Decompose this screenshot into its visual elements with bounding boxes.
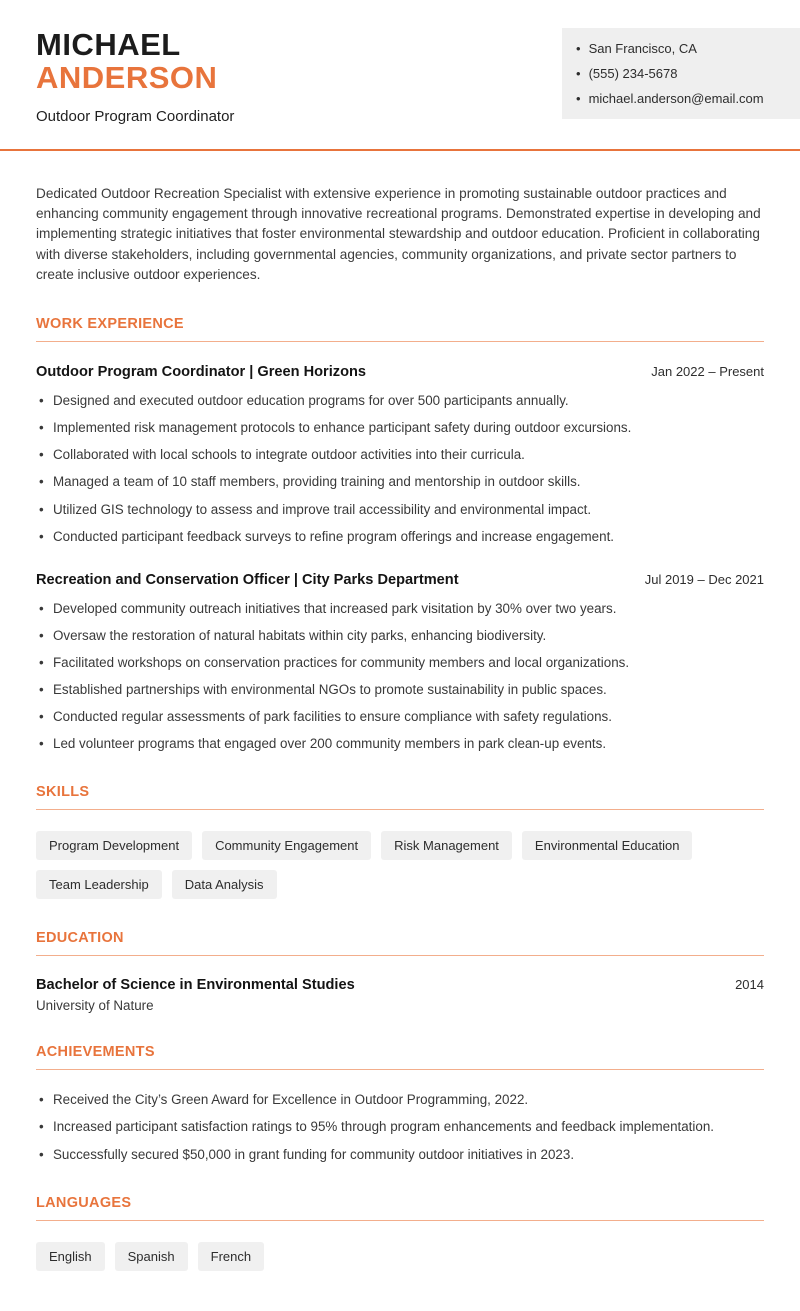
- section-education: [36, 930, 764, 1013]
- name-block: [36, 28, 234, 125]
- content: [0, 184, 800, 1311]
- section-languages: [36, 1195, 764, 1271]
- education-entry: [36, 977, 764, 1013]
- job-entry: [36, 364, 764, 546]
- job-bullet: • Conducted regular assessments of park facilities to ensure compliance with safety regulations.: [36, 708, 764, 726]
- summary-text: Dedicated Outdoor Recreation Specialist with extensive experience in promoting sustainable outdoor practices and enhancing community engagement through innovative recreational programs. Demonstrated expertise in developing and implementing strategic initiatives that foster environmental stewardship and outdoor education. Proficient in collaborating with diverse stakeholders, including governmental agencies, community organizations, and private sector partners to create inclusive outdoor experiences.: [36, 185, 761, 282]
- section-heading-education: EDUCATION: [36, 930, 764, 956]
- degree-year: 2014: [735, 977, 764, 993]
- name-first: MICHAEL: [36, 27, 181, 62]
- full-name: [36, 28, 234, 95]
- contact-phone: • (555) 234-5678: [576, 66, 784, 81]
- achievement-bullet: • Received the City’s Green Award for Excellence in Outdoor Programming, 2022.: [36, 1091, 764, 1109]
- skill-tag: Data Analysis: [172, 870, 277, 899]
- skill-tag: Community Engagement: [202, 831, 371, 860]
- header-job-title: Outdoor Program Coordinator: [36, 107, 235, 125]
- job-dates: Jul 2019 – Dec 2021: [644, 571, 764, 587]
- job-bullet: • Led volunteer programs that engaged over 200 community members in park clean-up events.: [36, 735, 764, 753]
- contact-email: • michael.anderson@email.com: [576, 91, 784, 106]
- section-heading-languages: LANGUAGES: [36, 1195, 764, 1221]
- achievement-bullet: • Successfully secured $50,000 in grant funding for community outdoor initiatives in 2023.: [36, 1146, 764, 1164]
- section-heading-achievements: ACHIEVEMENTS: [36, 1044, 764, 1070]
- languages-tag-list: [36, 1242, 764, 1271]
- education-header: [36, 977, 764, 993]
- job-entry: [36, 572, 764, 754]
- job-bullet: • Collaborated with local schools to integrate outdoor activities into their curricula.: [36, 446, 764, 464]
- skills-tag-list: [36, 831, 764, 899]
- language-tag: English: [36, 1242, 105, 1271]
- section-work-experience: [36, 316, 764, 753]
- language-tag: Spanish: [115, 1242, 188, 1271]
- section-skills: [36, 784, 764, 899]
- skill-tag: Risk Management: [381, 831, 512, 860]
- job-bullet: • Oversaw the restoration of natural habitats within city parks, enhancing biodiversity.: [36, 627, 764, 645]
- header-divider: [0, 149, 800, 151]
- section-heading-work: WORK EXPERIENCE: [36, 316, 764, 342]
- job-bullet-list: [36, 600, 764, 754]
- job-dates: Jan 2022 – Present: [651, 364, 764, 380]
- contact-card: [562, 28, 800, 119]
- job-bullet: • Facilitated workshops on conservation practices for community members and local organizations.: [36, 654, 764, 672]
- contact-location: • San Francisco, CA: [576, 41, 784, 56]
- school-name: University of Nature: [36, 998, 154, 1014]
- section-heading-skills: SKILLS: [36, 784, 764, 810]
- job-bullet-list: [36, 392, 764, 546]
- job-bullet: • Managed a team of 10 staff members, providing training and mentorship in outdoor skills.: [36, 473, 764, 491]
- job-bullet: • Utilized GIS technology to assess and improve trail accessibility and environmental impact.: [36, 501, 764, 519]
- skill-tag: Team Leadership: [36, 870, 162, 899]
- section-achievements: [36, 1044, 764, 1163]
- skill-tag: Environmental Education: [522, 831, 693, 860]
- skill-tag: Program Development: [36, 831, 192, 860]
- job-bullet: • Implemented risk management protocols to enhance participant safety during outdoor excursions.: [36, 419, 764, 437]
- job-bullet: • Designed and executed outdoor education programs for over 500 participants annually.: [36, 392, 764, 410]
- job-header: [36, 572, 764, 588]
- job-bullet: • Developed community outreach initiatives that increased park visitation by 30% over two years.: [36, 600, 764, 618]
- job-title: Recreation and Conservation Officer | City Parks Department: [36, 571, 459, 588]
- job-bullet: • Conducted participant feedback surveys to refine program offerings and increase engagement.: [36, 528, 764, 546]
- language-tag: French: [198, 1242, 264, 1271]
- achievement-bullet: • Increased participant satisfaction ratings to 95% through program enhancements and feedback implementation.: [36, 1118, 764, 1136]
- achievement-list: [36, 1091, 764, 1163]
- job-title: Outdoor Program Coordinator | Green Horizons: [36, 364, 367, 381]
- degree-title: Bachelor of Science in Environmental Studies: [36, 977, 355, 994]
- header: [0, 0, 800, 125]
- job-header: [36, 364, 764, 380]
- name-last: ANDERSON: [36, 60, 218, 96]
- job-bullet: • Established partnerships with environmental NGOs to promote sustainability in public spaces.: [36, 681, 764, 699]
